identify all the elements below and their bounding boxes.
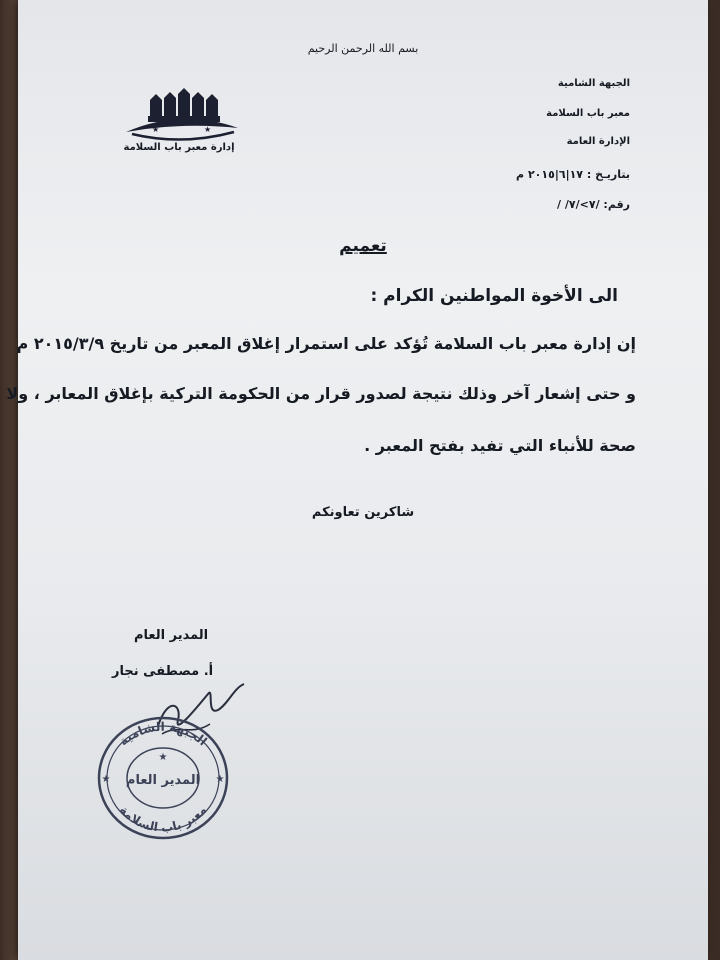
stamp-star-icon: ★	[101, 774, 111, 785]
body-line-2: و حتى إشعار آخر وذلك نتيجة لصدور قرار من الحكومة التركية بإغلاق المعابر ، ولا	[6, 384, 636, 403]
official-stamp	[78, 698, 248, 848]
svg-text:★: ★	[178, 117, 186, 126]
svg-text:★: ★	[152, 125, 160, 134]
svg-text:★: ★	[204, 125, 212, 134]
org-line-1: الجبهة الشامية	[557, 78, 630, 89]
stamp-star-icon: ★	[215, 774, 225, 785]
date-line: بتاريـخ : ١٧|٦|٢٠١٥ م	[516, 168, 630, 181]
document-subject	[18, 236, 708, 256]
org-line-2: معبر باب السلامة	[546, 108, 630, 119]
reference-number: رقم: /٧>/٧/ /	[557, 198, 630, 211]
org-line-3: الإدارة العامة	[566, 136, 630, 147]
body-line-1: إن إدارة معبر باب السلامة تُؤكد على استمرار إغلاق المعبر من تاريخ ٢٠١٥/٣/٩ م	[16, 334, 636, 353]
signatory-title: المدير العام	[134, 628, 209, 643]
subject-text: تعميم	[339, 236, 387, 256]
stamp-top-text: الجبهة الشامية	[116, 719, 210, 749]
salutation: الى الأخوة المواطنين الكرام :	[370, 286, 618, 306]
body-line-3: صحة للأنباء التي تفيد بفتح المعبر .	[364, 436, 636, 455]
svg-text:الجبهة الشامية	[117, 720, 210, 749]
stamp-star-icon: ★	[158, 752, 168, 763]
closing-line: شاكرين تعاونكم	[311, 505, 415, 520]
stamp-bottom-text: معبر باب السلامة	[116, 802, 210, 835]
stamp-center-text: المدير العام	[125, 773, 201, 788]
basmala: بسم الله الرحمن الرحيم	[307, 42, 419, 55]
logo-caption: إدارة معبر باب السلامة	[123, 142, 235, 153]
paper-sheet	[6, 0, 708, 960]
signatory-name: أ. مصطفى نجار	[112, 664, 214, 679]
